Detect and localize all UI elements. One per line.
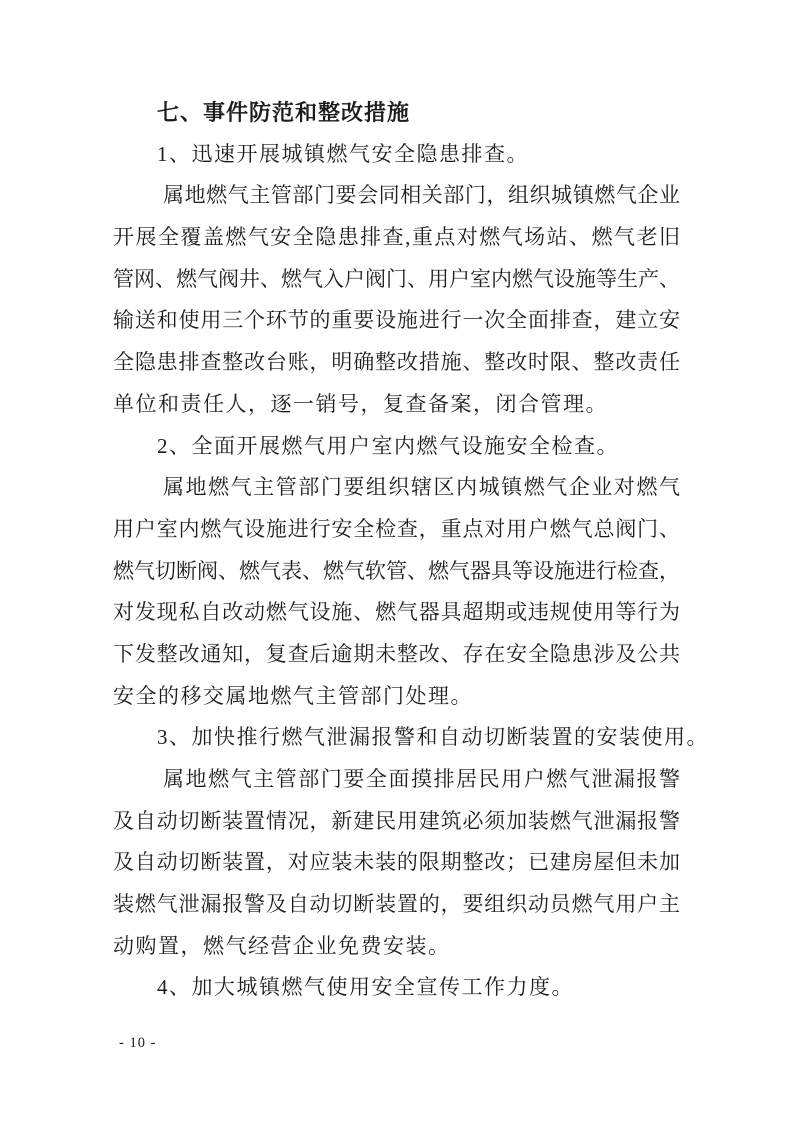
text-line: 下发整改通知，复查后逾期未整改、存在安全隐患涉及公共 bbox=[113, 641, 680, 666]
text-line: 及自动切断装置，对应装未装的限期整改；已建房屋但未加 bbox=[113, 850, 680, 875]
text-line: 对发现私自改动燃气设施、燃气器具超期或违规使用等行为 bbox=[113, 600, 680, 625]
text-line: 开展全覆盖燃气安全隐患排查,重点对燃气场站、燃气老旧 bbox=[113, 225, 680, 250]
text-line: 燃气切断阀、燃气表、燃气软管、燃气器具等设施进行检查， bbox=[113, 558, 680, 583]
text-line: 属地燃气主管部门要组织辖区内城镇燃气企业对燃气 bbox=[163, 475, 680, 500]
text-line: 4、加大城镇燃气使用安全宣传工作力度。 bbox=[157, 975, 574, 1000]
text-line: 2、全面开展燃气用户室内燃气设施安全检查。 bbox=[157, 433, 619, 458]
text-line: 属地燃气主管部门要全面摸排居民用户燃气泄漏报警 bbox=[163, 767, 680, 791]
text-line: 单位和责任人，逐一销号，复查备案，闭合管理。 bbox=[113, 391, 608, 416]
text-line: 1、迅速开展城镇燃气安全隐患排查。 bbox=[157, 141, 529, 166]
text-line: 输送和使用三个环节的重要设施进行一次全面排查，建立安 bbox=[113, 308, 680, 333]
text-line: 动购置，燃气经营企业免费安装。 bbox=[113, 933, 451, 958]
text-line: 装燃气泄漏报警及自动切断装置的，要组织动员燃气用户主 bbox=[113, 892, 680, 917]
page-number: - 10 - bbox=[119, 1035, 157, 1051]
document-content bbox=[113, 92, 709, 1009]
section-heading: 七、事件防范和整改措施 bbox=[157, 100, 411, 125]
text-line: 全隐患排查整改台账，明确整改措施、整改时限、整改责任 bbox=[113, 350, 680, 375]
text-line: 3、加快推行燃气泄漏报警和自动切断装置的安装使用。 bbox=[157, 725, 709, 750]
text-line: 及自动切断装置情况，新建民用建筑必须加装燃气泄漏报警 bbox=[113, 808, 680, 833]
text-line: 属地燃气主管部门要会同相关部门，组织城镇燃气企业 bbox=[163, 183, 680, 208]
text-line: 安全的移交属地燃气主管部门处理。 bbox=[113, 683, 473, 708]
text-line: 管网、燃气阀井、燃气入户阀门、用户室内燃气设施等生产、 bbox=[113, 266, 680, 291]
text-line: 用户室内燃气设施进行安全检查，重点对用户燃气总阀门、 bbox=[113, 516, 680, 541]
